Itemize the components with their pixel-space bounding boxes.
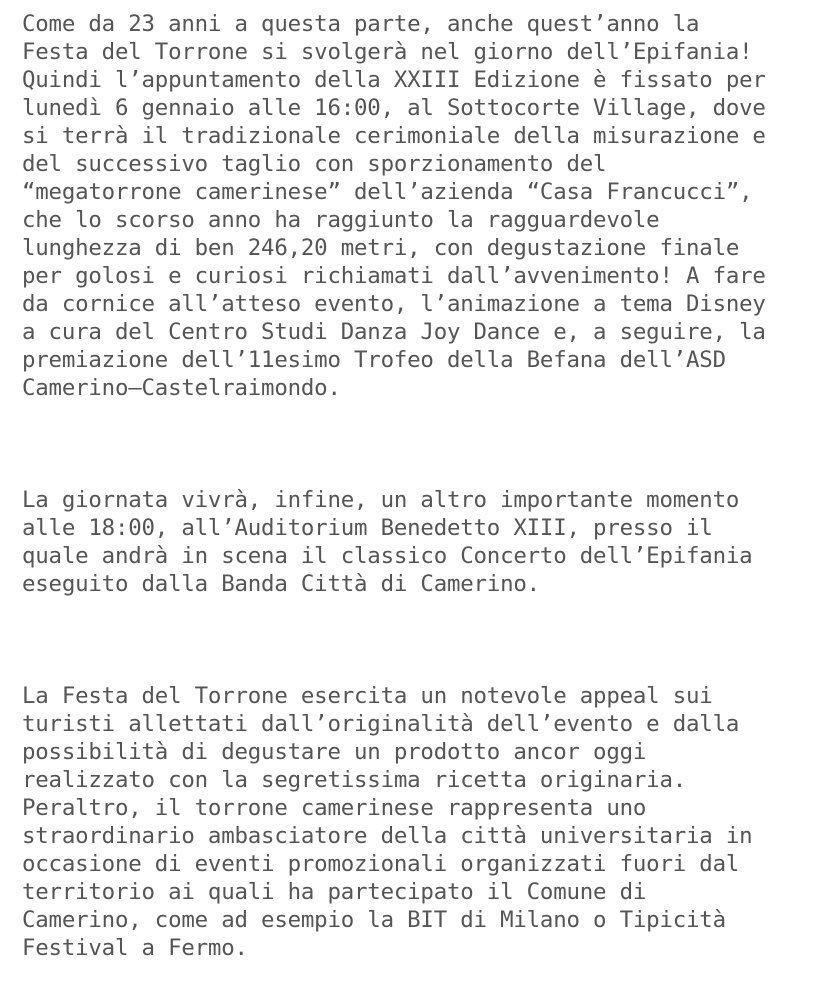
- article-body: [22, 10, 822, 962]
- paragraph-festa-intro: Come da 23 anni a questa parte, anche quest’anno la Festa del Torrone si svolgerà nel giorno dell’Epifania! Quindi l’appuntamento della XXIII Edizione è fissato per lunedì 6 gennaio alle 16:00, al Sottocorte Village, dove si terrà il tradizionale cerimoniale della misurazione e del successivo taglio con sporzionamento del “megatorrone camerinese” dell’azienda “Casa Francucci”, che lo scorso anno ha raggiunto la ragguardevole lunghezza di ben 246,20 metri, con degustazione finale per golosi e curiosi richiamati dall’avvenimento! A fare da cornice all’atteso evento, l’animazione a tema Disney a cura del Centro Studi Danza Joy Dance e, a seguire, la premiazione dell’11esimo Trofeo della Befana dell’ASD Camerino–Castelraimondo.: [22, 11, 766, 401]
- paragraph-concerto: La giornata vivrà, infine, un altro importante momento alle 18:00, all’Auditorium Benedetto XIII, presso il quale andrà in scena il classico Concerto dell’Epifania eseguito dalla Banda Città di Camerino.: [22, 487, 753, 597]
- paragraph-appeal: La Festa del Torrone esercita un notevole appeal sui turisti allettati dall’originalità dell’evento e dalla possibilità di degustare un prodotto ancor oggi realizzato con la segretissima ricetta originaria. Peraltro, il torrone camerinese rappresenta uno straordinario ambasciatore della città universitaria in occasione di eventi promozionali organizzati fuori dal territorio ai quali ha partecipato il Comune di Camerino, come ad esempio la BIT di Milano o Tipicità Festival a Fermo.: [22, 683, 753, 961]
